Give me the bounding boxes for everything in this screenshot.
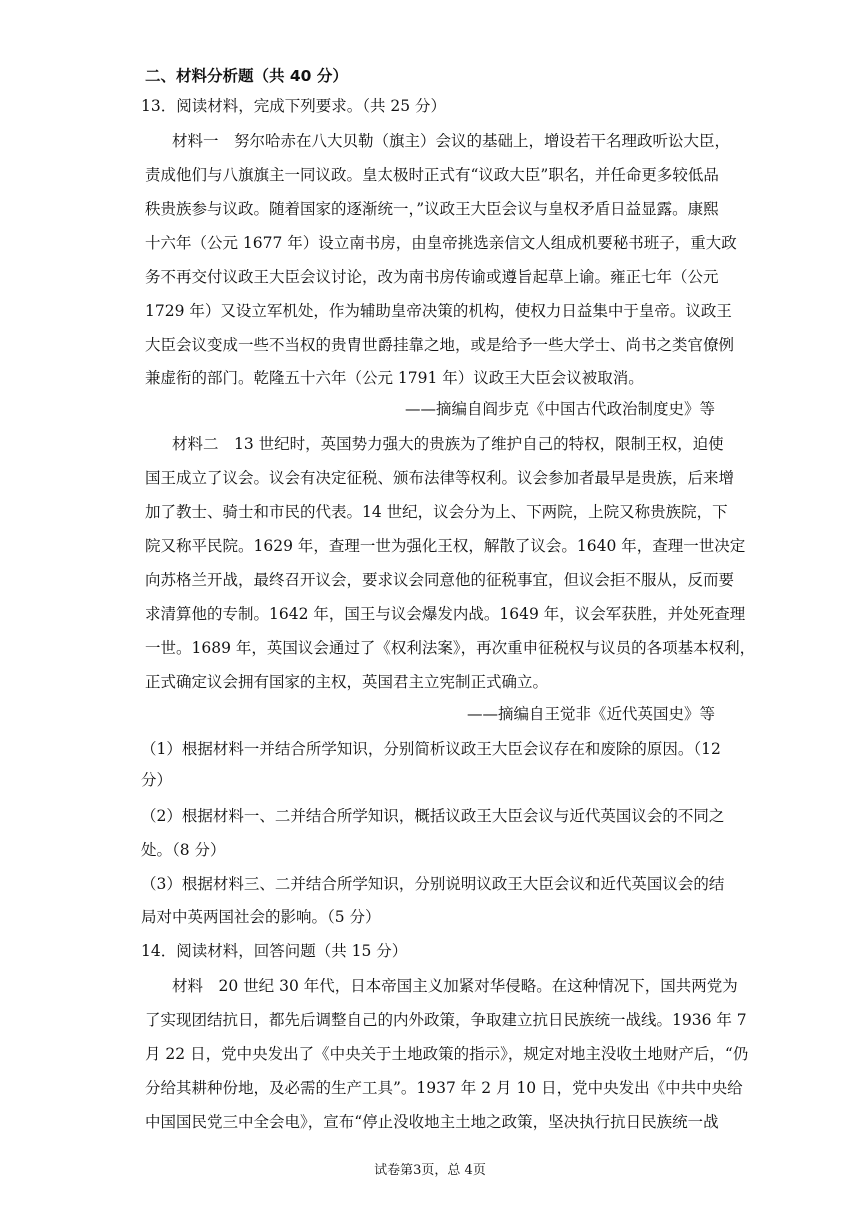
q13-material-1-line: 大臣会议变成一些不当权的贵胄世爵挂靠之地，或是给予一些大学士、尚书之类官僚例 — [145, 336, 735, 354]
q13-material-1-line: 责成他们与八旗旗主一同议政。皇太极时正式有“议政大臣”职名，并任命更多较低品 — [145, 166, 719, 184]
q13-subquestion-line: 分） — [141, 771, 173, 789]
q13-subquestion-line: 处。（8 分） — [141, 841, 226, 859]
q13-material-2-line: 求清算他的专制。1642 年，国王与议会爆发内战。1649 年，议会军获胜，并处死查理 — [145, 605, 746, 623]
q13-material-2-line: 一世。1689 年，英国议会通过了《权利法案》，再次重申征税权与议员的各项基本权利， — [145, 639, 756, 657]
question-14-stem: 14．阅读材料，回答问题（共 15 分） — [141, 942, 408, 960]
q13-subquestion-line: 局对中英两国社会的影响。（5 分） — [141, 908, 381, 926]
q13-material-2-line: 材料二 13 世纪时，英国势力强大的贵族为了维护自己的特权，限制王权，迫使 — [172, 435, 724, 453]
q13-material-1-line: 十六年（公元 1677 年）设立南书房，由皇帝挑选亲信文人组成机要秘书班子，重大政 — [145, 234, 737, 252]
q13-material-1-line: 兼虚衔的部门。乾隆五十六年（公元 1791 年）议政王大臣会议被取消。 — [145, 369, 644, 387]
q14-material-line: 材料 20 世纪 30 年代，日本帝国主义加紧对华侵略。在这种情况下，国共两党为 — [172, 977, 738, 995]
q13-subquestion-line: （3）根据材料三、二并结合所学知识，分别说明议政王大臣会议和近代英国议会的结 — [141, 875, 725, 893]
q13-material-2-line: 院又称平民院。1629 年，查理一世为强化王权，解散了议会。1640 年，查理一世决定 — [145, 537, 746, 555]
q13-subquestion-line: （1）根据材料一并结合所学知识，分别简析议政王大臣会议存在和废除的原因。（12 — [141, 740, 721, 758]
q14-material-line: 月 22 日，党中央发出了《中央关于土地政策的指示》，规定对地主没收土地财产后，“仍 — [145, 1045, 749, 1063]
page-footer: 试卷第3页，总 4页 — [374, 1163, 486, 1178]
q13-material-1-line: 务不再交付议政王大臣会议讨论，改为南书房传谕或遵旨起草上谕。雍正七年（公元 — [145, 268, 719, 286]
q13-material-2-line: 国王成立了议会。议会有决定征税、颁布法律等权利。议会参加者最早是贵族，后来增 — [145, 469, 735, 487]
q13-material-2-line: 加了教士、骑士和市民的代表。14 世纪，议会分为上、下两院，上院又称贵族院，下 — [145, 503, 728, 521]
q13-material-2-line: 正式确定议会拥有国家的主权，英国君主立宪制正式确立。 — [145, 673, 549, 691]
q14-material-line: 中国国民党三中全会电》，宣布“停止没收地主土地之政策，坚决执行抗日民族统一战 — [145, 1113, 719, 1131]
q13-material-1-line: 材料一 努尔哈赤在八大贝勒（旗主）会议的基础上，增设若干名理政听讼大臣， — [172, 132, 731, 150]
q14-material-line: 分给其耕种份地，及必需的生产工具”。1937 年 2 月 10 日，党中央发出《中共中央给 — [145, 1079, 743, 1097]
q13-material-1-line: 秩贵族参与议政。随着国家的逐渐统一，”议政王大臣会议与皇权矛盾日益显露。康熙 — [145, 200, 719, 218]
question-13-stem: 13．阅读材料，完成下列要求。（共 25 分） — [141, 97, 447, 115]
q13-material-2-source: ——摘编自王觉非《近代英国史》等 — [466, 705, 715, 723]
q13-material-1-source: ——摘编自阎步克《中国古代政治制度史》等 — [404, 400, 715, 418]
q13-subquestion-line: （2）根据材料一、二并结合所学知识，概括议政王大臣会议与近代英国议会的不同之 — [141, 807, 725, 825]
q13-material-2-line: 向苏格兰开战，最终召开议会，要求议会同意他的征税事宜，但议会拒不服从，反而要 — [145, 571, 735, 589]
section-title: 二、材料分析题（共 40 分） — [145, 67, 348, 85]
q13-material-1-line: 1729 年）又设立军机处，作为辅助皇帝决策的机构，使权力日益集中于皇帝。议政王 — [145, 302, 732, 320]
q14-material-line: 了实现团结抗日，都先后调整自己的内外政策，争取建立抗日民族统一战线。1936 年 7 — [145, 1011, 747, 1029]
